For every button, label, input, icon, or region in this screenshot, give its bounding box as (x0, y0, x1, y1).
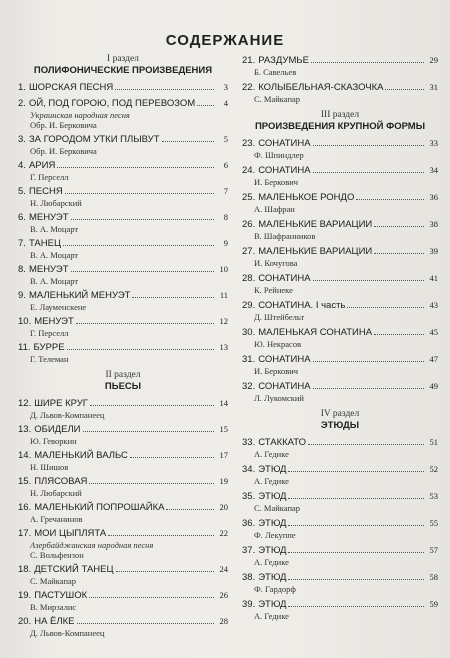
entry-page-number: 47 (429, 354, 438, 364)
entry-number: 10. (18, 316, 32, 327)
entry-author: Л. Лукомский (254, 393, 304, 403)
dot-leader (57, 166, 214, 168)
entry-title: НА ЁЛКЕ (34, 616, 75, 627)
entry-title: РАЗДУМЬЕ (258, 55, 309, 66)
entry-author: К. Рейнеке (254, 285, 293, 295)
entry-page-number: 24 (219, 564, 228, 574)
entry-number: 39. (242, 599, 256, 610)
dot-leader (313, 360, 424, 362)
entry-number: 20. (18, 616, 32, 627)
dot-leader (67, 348, 214, 350)
entry-title: ОЙ, ПОД ГОРОЮ, ПОД ПЕРЕВОЗОМ (28, 98, 196, 109)
entry-title: ДЕТСКИЙ ТАНЕЦ (34, 564, 114, 575)
dot-leader (197, 104, 214, 106)
toc-entry (18, 237, 228, 260)
entry-title: СОНАТИНА (258, 273, 311, 284)
dot-leader (288, 524, 424, 526)
section-name: ПЬЕСЫ (104, 381, 142, 392)
entry-author: А. Шафран (254, 204, 295, 214)
toc-entry (242, 490, 438, 513)
dot-leader (90, 404, 214, 406)
entry-title: МЕНУЭТ (28, 264, 69, 275)
entry-page-number: 26 (219, 590, 228, 600)
entry-title: ЭТЮД (258, 518, 287, 529)
entry-number: 11. (18, 342, 31, 353)
toc-entry-line (18, 527, 228, 540)
dot-leader (71, 218, 214, 220)
toc-entry (18, 159, 228, 182)
entry-title: МЕНУЭТ (28, 212, 69, 223)
toc-entry-line (242, 490, 438, 503)
section-name: ПОЛИФОНИЧЕСКИЕ ПРОИЗВЕДЕНИЯ (33, 65, 213, 76)
dot-leader (288, 470, 424, 472)
toc-entry-line (242, 353, 438, 366)
entry-page-number: 7 (223, 186, 228, 196)
entry-number: 7. (18, 238, 26, 249)
entry-author: Ю. Геворкин (30, 436, 77, 446)
toc-entry-line (18, 423, 228, 436)
toc-entry-line (242, 517, 438, 530)
entry-number: 34. (242, 464, 256, 475)
entry-page-number: 31 (429, 82, 438, 92)
entry-number: 3. (18, 134, 26, 145)
entry-author: И. Беркович (254, 177, 299, 187)
toc-entry-line (18, 211, 228, 224)
toc-entry-line (18, 449, 228, 462)
entry-page-number: 33 (429, 138, 438, 148)
toc-entry (242, 81, 438, 104)
entry-author: Г. Телеман (30, 354, 69, 364)
section-name: ЭТЮДЫ (320, 420, 360, 431)
toc-entry-line (18, 237, 228, 250)
entry-number: 1. (18, 82, 26, 93)
entry-page-number: 22 (219, 528, 228, 538)
entry-author: Ф. Гардорф (254, 584, 296, 594)
toc-entry-line (18, 589, 228, 602)
toc-entry-line (18, 263, 228, 276)
entry-number: 21. (242, 55, 256, 66)
entry-author: Н. Любарский (30, 488, 82, 498)
dot-leader (356, 198, 424, 200)
entry-page-number: 20 (219, 502, 228, 512)
entry-page-number: 15 (219, 424, 228, 434)
entry-page-number: 36 (429, 192, 438, 202)
section-label: II раздел (105, 370, 141, 380)
section-heading (18, 54, 228, 77)
entry-page-number: 51 (429, 437, 438, 447)
entry-author: Е. Лауменскене (30, 302, 87, 312)
toc-entry-line (18, 289, 228, 302)
dot-leader (347, 306, 424, 308)
entry-title: МАЛЕНЬКИЙ ВАЛЬС (34, 450, 128, 461)
toc-entry-line (242, 380, 438, 393)
toc-entry (18, 211, 228, 234)
entry-title: МЕНУЭТ (34, 316, 74, 327)
entry-number: 9. (18, 290, 26, 301)
entry-title: ПАСТУШОК (34, 590, 88, 601)
entry-title: МАЛЕНЬКОЕ РОНДО (258, 192, 355, 203)
entry-number: 29. (242, 300, 256, 311)
toc-left-column (18, 54, 228, 641)
entry-number: 12. (18, 398, 32, 409)
entry-number: 13. (18, 424, 32, 435)
entry-author: И. Кочугова (254, 258, 298, 268)
toc-entry-line (18, 563, 228, 576)
section-label: III раздел (320, 110, 360, 120)
toc-entry (242, 463, 438, 486)
section-heading (18, 370, 228, 393)
toc-entry-line (18, 159, 228, 172)
entry-title: СОНАТИНА (258, 138, 311, 149)
entry-number: 32. (242, 381, 256, 392)
toc-entry-line (18, 501, 228, 514)
entry-author: Н. Любарский (30, 198, 82, 208)
entry-page-number: 59 (429, 599, 438, 609)
entry-title: КОЛЫБЕЛЬНАЯ-СКАЗОЧКА (258, 82, 384, 93)
dot-leader (374, 252, 424, 254)
dot-leader (311, 61, 424, 63)
entry-page-number: 3 (223, 82, 228, 92)
entry-number: 25. (242, 192, 256, 203)
entry-number: 37. (242, 545, 256, 556)
entry-title: СТАККАТО (258, 437, 307, 448)
toc-entry (18, 449, 228, 472)
entry-page-number: 57 (429, 545, 438, 555)
entry-author: А. Гедике (254, 557, 289, 567)
entry-title: МАЛЕНЬКИЙ МЕНУЭТ (28, 290, 131, 301)
entry-title: СОНАТИНА (258, 381, 311, 392)
dot-leader (288, 497, 424, 499)
toc-entry (242, 326, 438, 349)
dot-leader (288, 605, 424, 607)
toc-entry (242, 164, 438, 187)
entry-subtitle: Украинская народная песня (30, 110, 130, 120)
entry-title: ПЕСНЯ (28, 186, 63, 197)
toc-entry-line (18, 397, 228, 410)
toc-entry (242, 544, 438, 567)
dot-leader (130, 456, 214, 458)
entry-title: ЭТЮД (258, 464, 287, 475)
entry-page-number: 8 (223, 212, 228, 222)
toc-entry (18, 97, 228, 130)
entry-title: СОНАТИНА. I часть (258, 300, 346, 311)
entry-number: 38. (242, 572, 256, 583)
dot-leader (374, 225, 424, 227)
entry-number: 31. (242, 354, 256, 365)
entry-number: 18. (18, 564, 32, 575)
toc-entry-line (18, 615, 228, 628)
entry-title: АРИЯ (28, 160, 56, 171)
toc-entry-line (18, 315, 228, 328)
dot-leader (115, 88, 214, 90)
entry-title: МАЛЕНЬКАЯ СОНАТИНА (258, 327, 373, 338)
dot-leader (116, 570, 214, 572)
entry-author: А. Гедике (254, 611, 289, 621)
entry-author: С. Вольфензон (30, 550, 84, 560)
entry-page-number: 29 (429, 55, 438, 65)
toc-entry (18, 563, 228, 586)
toc-entry-line (242, 436, 438, 449)
toc-entry (242, 191, 438, 214)
toc-entry (18, 589, 228, 612)
entry-number: 24. (242, 165, 256, 176)
entry-page-number: 53 (429, 491, 438, 501)
entry-page-number: 58 (429, 572, 438, 582)
dot-leader (132, 296, 214, 298)
entry-page-number: 6 (223, 160, 228, 170)
toc-entry-line (242, 81, 438, 94)
section-label: I раздел (107, 54, 139, 64)
entry-page-number: 17 (219, 450, 228, 460)
dot-leader (65, 192, 214, 194)
entry-title: МАЛЕНЬКИЙ ПОПРОШАЙКА (34, 502, 165, 513)
entry-author: Д. Львов-Компанеец (30, 410, 105, 420)
entry-page-number: 4 (223, 98, 228, 108)
toc-entry (242, 380, 438, 403)
entry-page-number: 14 (219, 398, 228, 408)
entry-author: Г. Перселл (30, 172, 69, 182)
toc-entry-line (18, 81, 228, 94)
page-title: СОДЕРЖАНИЕ (165, 32, 285, 49)
entry-page-number: 5 (223, 134, 228, 144)
entry-number: 17. (18, 528, 32, 539)
entry-title: БУРРЕ (33, 342, 65, 353)
toc-entry-line (18, 133, 228, 146)
entry-author: Обр. И. Берковича (30, 146, 97, 156)
toc-entry-line (242, 218, 438, 231)
entry-author: Обр. И. Берковича (30, 120, 97, 130)
entry-title: ПЛЯСОВАЯ (34, 476, 88, 487)
entry-page-number: 38 (429, 219, 438, 229)
toc-entry (18, 315, 228, 338)
toc-entry-line (18, 185, 228, 198)
entry-number: 5. (18, 186, 26, 197)
entry-author: В. Шафранников (254, 231, 316, 241)
entry-page-number: 43 (429, 300, 438, 310)
entry-author: Д. Штейбельт (254, 312, 305, 322)
entry-author: И. Беркович (254, 366, 299, 376)
entry-author: Д. Львов-Компанеец (30, 628, 105, 638)
entry-author: С. Майкапар (254, 94, 301, 104)
section-heading (242, 409, 438, 432)
toc-entry-line (242, 571, 438, 584)
entry-title: МАЛЕНЬКИЕ ВАРИАЦИИ (258, 246, 373, 257)
entry-author: Н. Шишов (30, 462, 69, 472)
dot-leader (63, 244, 214, 246)
entry-author: В. А. Моцарт (30, 276, 79, 286)
dot-leader (288, 551, 424, 553)
toc-entry-line (242, 598, 438, 611)
entry-number: 8. (18, 264, 26, 275)
entry-page-number: 34 (429, 165, 438, 175)
dot-leader (89, 482, 214, 484)
toc-entry-line (242, 299, 438, 312)
entry-title: СОНАТИНА (258, 165, 311, 176)
entry-number: 2. (18, 98, 26, 109)
entry-page-number: 55 (429, 518, 438, 528)
entry-page-number: 12 (219, 316, 228, 326)
dot-leader (374, 333, 424, 335)
entry-number: 33. (242, 437, 256, 448)
toc-entry (18, 423, 228, 446)
entry-page-number: 45 (429, 327, 438, 337)
entry-page-number: 19 (219, 476, 228, 486)
entry-number: 23. (242, 138, 256, 149)
dot-leader (71, 270, 214, 272)
toc-entry (18, 501, 228, 524)
toc-entry (242, 272, 438, 295)
dot-leader (166, 508, 214, 510)
toc-entry-line (242, 164, 438, 177)
toc-entry-line (242, 326, 438, 339)
entry-number: 16. (18, 502, 32, 513)
entry-page-number: 52 (429, 464, 438, 474)
entry-subtitle: Азербайджанская народная песня (30, 540, 154, 550)
dot-leader (313, 387, 424, 389)
entry-author: Ю. Некрасов (254, 339, 302, 349)
entry-title: МОИ ЦЫПЛЯТА (34, 528, 107, 539)
entry-author: С. Майкапар (254, 503, 301, 513)
toc-entry-line (242, 245, 438, 258)
toc-entry (242, 299, 438, 322)
entry-author: Б. Савельев (254, 67, 297, 77)
entry-number: 35. (242, 491, 256, 502)
entry-number: 6. (18, 212, 26, 223)
section-label: IV раздел (320, 409, 360, 419)
toc-entry (242, 598, 438, 621)
entry-number: 19. (18, 590, 32, 601)
toc-entry (18, 289, 228, 312)
toc-entry (18, 615, 228, 638)
entry-title: ЭТЮД (258, 572, 287, 583)
toc-right-column (242, 54, 438, 625)
entry-number: 36. (242, 518, 256, 529)
entry-author: С. Майкапар (30, 576, 77, 586)
entry-page-number: 11 (219, 290, 228, 300)
toc-entry (242, 353, 438, 376)
toc-entry (18, 341, 228, 364)
dot-leader (385, 88, 424, 90)
entry-title: ЭТЮД (258, 545, 287, 556)
toc-entry (242, 571, 438, 594)
entry-author: Ф. Шпиндлер (254, 150, 304, 160)
entry-author: А. Гедике (254, 449, 289, 459)
entry-author: В. А. Моцарт (30, 250, 79, 260)
dot-leader (313, 279, 424, 281)
toc-entry (242, 245, 438, 268)
entry-number: 4. (18, 160, 26, 171)
entry-title: СОНАТИНА (258, 354, 311, 365)
entry-title: ТАНЕЦ (28, 238, 61, 249)
section-heading (242, 110, 438, 133)
toc-entry (242, 517, 438, 540)
toc-entry (18, 397, 228, 420)
toc-entry (18, 527, 228, 560)
entry-author: А. Гедике (254, 476, 289, 486)
dot-leader (313, 144, 424, 146)
entry-page-number: 10 (219, 264, 228, 274)
toc-entry (18, 185, 228, 208)
toc-entry-line (18, 341, 228, 354)
entry-title: ЭТЮД (258, 491, 287, 502)
entry-author: В. А. Моцарт (30, 224, 79, 234)
toc-entry (18, 133, 228, 156)
entry-page-number: 41 (429, 273, 438, 283)
toc-entry (242, 436, 438, 459)
entry-number: 15. (18, 476, 32, 487)
dot-leader (76, 322, 214, 324)
entry-page-number: 9 (223, 238, 228, 248)
entry-page-number: 13 (219, 342, 228, 352)
toc-entry-line (242, 54, 438, 67)
entry-author: А. Гречанинов (30, 514, 83, 524)
entry-title: ОБИДЕЛИ (34, 424, 81, 435)
dot-leader (313, 171, 424, 173)
dot-leader (89, 596, 214, 598)
entry-author: Г. Перселл (30, 328, 69, 338)
toc-entry-line (242, 463, 438, 476)
toc-entry-line (242, 137, 438, 150)
entry-title: ЭТЮД (258, 599, 287, 610)
dot-leader (162, 140, 214, 142)
toc-entry (18, 475, 228, 498)
toc-entry (242, 137, 438, 160)
entry-title: МАЛЕНЬКИЕ ВАРИАЦИИ (258, 219, 373, 230)
dot-leader (308, 443, 424, 445)
entry-title: ЗА ГОРОДОМ УТКИ ПЛЫВУТ (28, 134, 160, 145)
entry-number: 27. (242, 246, 256, 257)
toc-entry-line (242, 544, 438, 557)
toc-entry (18, 81, 228, 94)
dot-leader (288, 578, 424, 580)
toc-entry-line (18, 97, 228, 110)
dot-leader (108, 534, 214, 536)
entry-author: В. Мирзалис (30, 602, 77, 612)
entry-number: 28. (242, 273, 256, 284)
section-name: ПРОИЗВЕДЕНИЯ КРУПНОЙ ФОРМЫ (254, 121, 426, 132)
entry-page-number: 49 (429, 381, 438, 391)
entry-number: 14. (18, 450, 32, 461)
entry-title: ШОРСКАЯ ПЕСНЯ (28, 82, 114, 93)
toc-entry (242, 54, 438, 77)
toc-entry (242, 218, 438, 241)
entry-number: 30. (242, 327, 256, 338)
toc-entry (18, 263, 228, 286)
toc-entry-line (242, 272, 438, 285)
entry-number: 26. (242, 219, 256, 230)
entry-author: Ф. Лекуппе (254, 530, 296, 540)
entry-page-number: 28 (219, 616, 228, 626)
toc-entry-line (18, 475, 228, 488)
dot-leader (77, 622, 214, 624)
dot-leader (83, 430, 214, 432)
entry-number: 22. (242, 82, 256, 93)
entry-title: ШИРЕ КРУГ (34, 398, 88, 409)
entry-page-number: 39 (429, 246, 438, 256)
toc-entry-line (242, 191, 438, 204)
